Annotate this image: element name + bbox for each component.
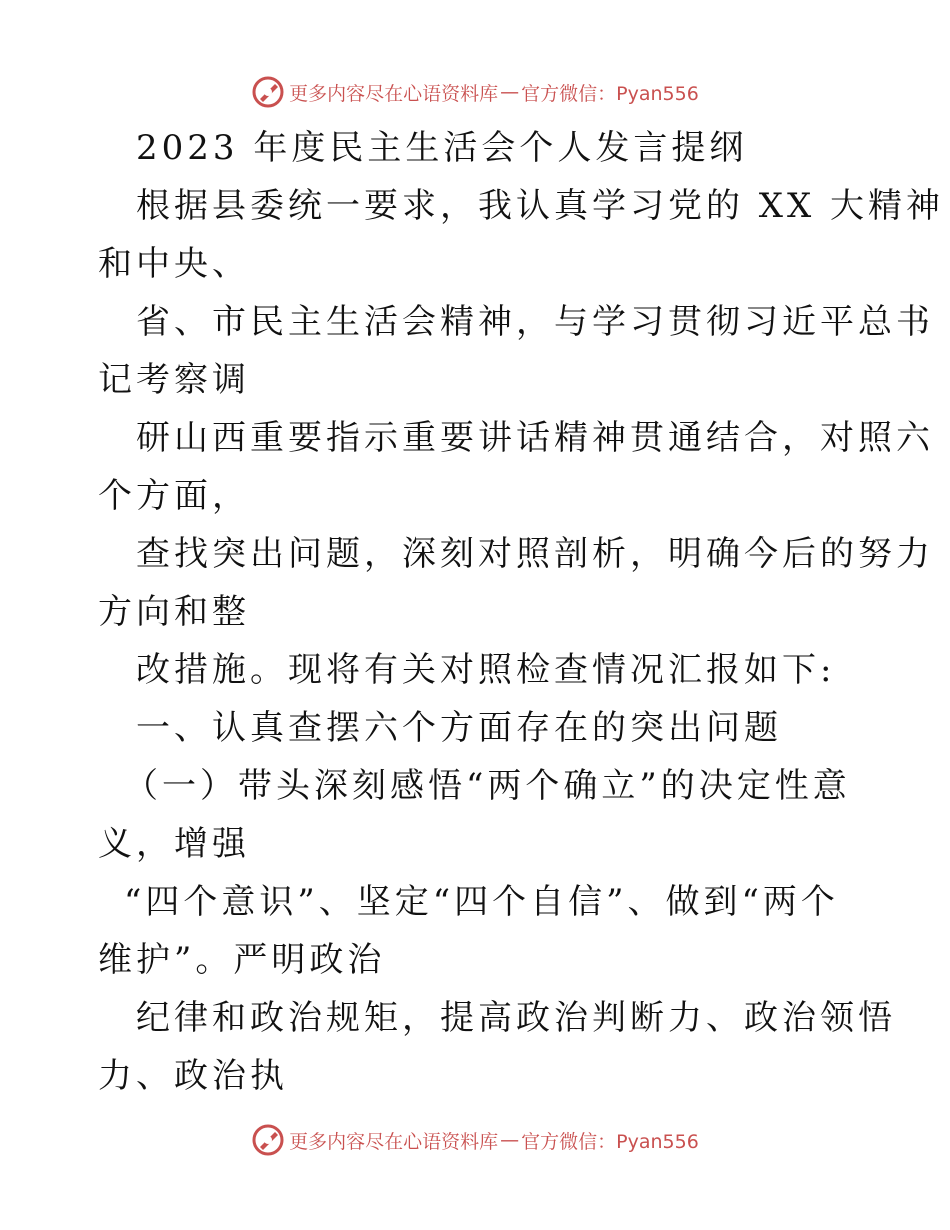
document-title: 2023 年度民主生活会个人发言提纲 [136,128,748,168]
paragraph-line: 维护”。严明政治 [98,940,386,980]
subsection-heading: （一）带头深刻感悟“两个确立”的决定性意 [124,766,851,806]
paragraph-line: 和中央、 [98,244,250,284]
paragraph-line: 查找突出问题，深刻对照剖析，明确今后的努力 [136,534,934,574]
paragraph-line: 根据县委统一要求，我认真学习党的 XX 大精神 [136,186,945,226]
paragraph-line: 改措施。现将有关对照检查情况汇报如下: [136,650,836,690]
brand-logo-icon [251,1123,285,1157]
paragraph-line: 方向和整 [98,592,250,632]
watermark-text: 更多内容尽在心语资料库 [289,82,499,105]
section-heading: 一、认真查摆六个方面存在的突出问题 [136,708,782,748]
paragraph-line: 记考察调 [98,360,250,400]
watermark-text: 更多内容尽在心语资料库 [289,1130,499,1153]
document-body [98,119,945,1105]
paragraph-line: 省、市民主生活会精神，与学习贯彻习近平总书 [136,302,934,342]
watermark-separator: — [500,1129,520,1151]
paragraph-line: “四个意识”、坚定“四个自信”、做到“两个 [124,882,839,922]
paragraph-line: 纪律和政治规矩，提高政治判断力、政治领悟 [136,998,896,1038]
watermark-header [0,72,950,112]
watermark-contact: 官方微信：Pyan556 [521,82,699,105]
watermark-contact: 官方微信：Pyan556 [521,1130,699,1153]
paragraph-line: 力、政治执 [98,1056,288,1096]
brand-logo-icon [251,75,285,109]
paragraph-line: 个方面， [98,476,250,516]
watermark-footer [0,1120,950,1160]
watermark-separator: — [500,81,520,103]
paragraph-line: 义，增强 [98,824,250,864]
paragraph-line: 研山西重要指示重要讲话精神贯通结合，对照六 [136,418,934,458]
